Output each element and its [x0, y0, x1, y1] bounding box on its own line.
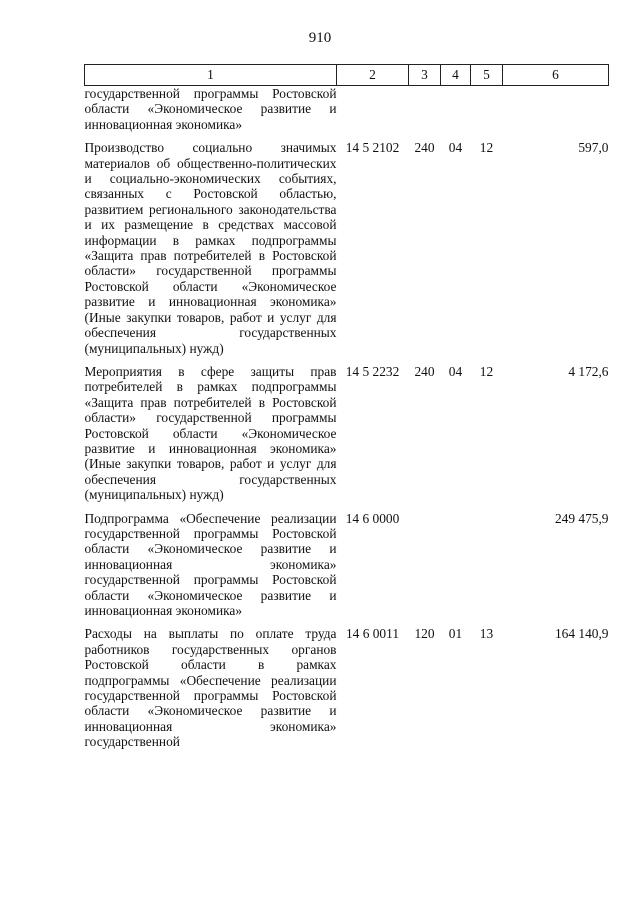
row-amount: 4 172,6 — [568, 363, 609, 379]
table-row — [85, 626, 609, 749]
row-col3: 240 — [414, 363, 435, 379]
table-header — [85, 65, 609, 86]
row-code — [337, 86, 409, 141]
table-row — [85, 86, 609, 141]
row-col3 — [409, 511, 441, 627]
row-col5: 12 — [479, 140, 494, 156]
row-amount: 597,0 — [578, 140, 609, 156]
row-code: 14 6 0000 — [345, 510, 400, 526]
column-header-5: 5 — [471, 65, 503, 86]
budget-table — [84, 64, 609, 750]
row-col4: 04 — [448, 363, 463, 379]
table-body — [85, 86, 609, 750]
page-number: 910 — [308, 30, 332, 46]
table-row — [85, 511, 609, 627]
row-description: Производство социально значимых материалов об общественно-политических и социально-экономических событиях, связанных с Ростовской областью, развитием регионального законодательства и их размещение в средствах массовой информации в рамках подпрограммы «Защита прав потребителей в Ростовской области» государственной программы Ростовской области «Экономическое развитие и инновационная экономика» (Иные закупки товаров, работ и услуг для обеспечения государственных (муниципальных) нужд) — [84, 140, 337, 356]
row-amount: 164 140,9 — [554, 626, 609, 642]
row-description: государственной программы Ростовской области «Экономическое развитие и инновационная экономика» — [84, 86, 337, 132]
row-col3 — [409, 86, 441, 141]
row-description: Подпрограмма «Обеспечение реализации государственной программы Ростовской области «Экономическое развитие и инновационная экономика» государственной программы Ростовской области «Экономическое развитие и инновационная экономика» — [84, 510, 337, 618]
row-col5: 12 — [479, 363, 494, 379]
row-col5: 13 — [479, 626, 494, 642]
header-row — [85, 65, 609, 86]
row-col5 — [471, 511, 503, 627]
row-col3: 240 — [414, 140, 435, 156]
column-header-4: 4 — [441, 65, 471, 86]
row-code: 14 5 2232 — [345, 363, 400, 379]
row-amount: 249 475,9 — [554, 510, 609, 526]
row-code: 14 5 2102 — [345, 140, 400, 156]
column-header-3: 3 — [409, 65, 441, 86]
table-row — [85, 364, 609, 511]
column-header-6: 6 — [503, 65, 609, 86]
row-col4: 04 — [448, 140, 463, 156]
row-col3: 120 — [414, 626, 435, 642]
row-code: 14 6 0011 — [345, 626, 400, 642]
row-amount — [503, 86, 609, 141]
column-header-2: 2 — [337, 65, 409, 86]
row-description: Мероприятия в сфере защиты прав потребителей в рамках подпрограммы «Защита прав потребителей в Ростовской области» государственной программы Ростовской области «Экономическое развитие и инновационная экономика» (Иные закупки товаров, работ и услуг для обеспечения государственных (муниципальных) нужд) — [84, 363, 337, 503]
row-col4 — [441, 511, 471, 627]
row-col5 — [471, 86, 503, 141]
row-col4 — [441, 86, 471, 141]
row-description: Расходы на выплаты по оплате труда работников государственных органов Ростовской области в рамках подпрограммы «Обеспечение реализации государственной программы Ростовской области «Экономическое развитие и инновационная экономика» государственной — [84, 626, 337, 750]
row-col4: 01 — [448, 626, 463, 642]
column-header-1: 1 — [85, 65, 337, 86]
table-row — [85, 140, 609, 364]
